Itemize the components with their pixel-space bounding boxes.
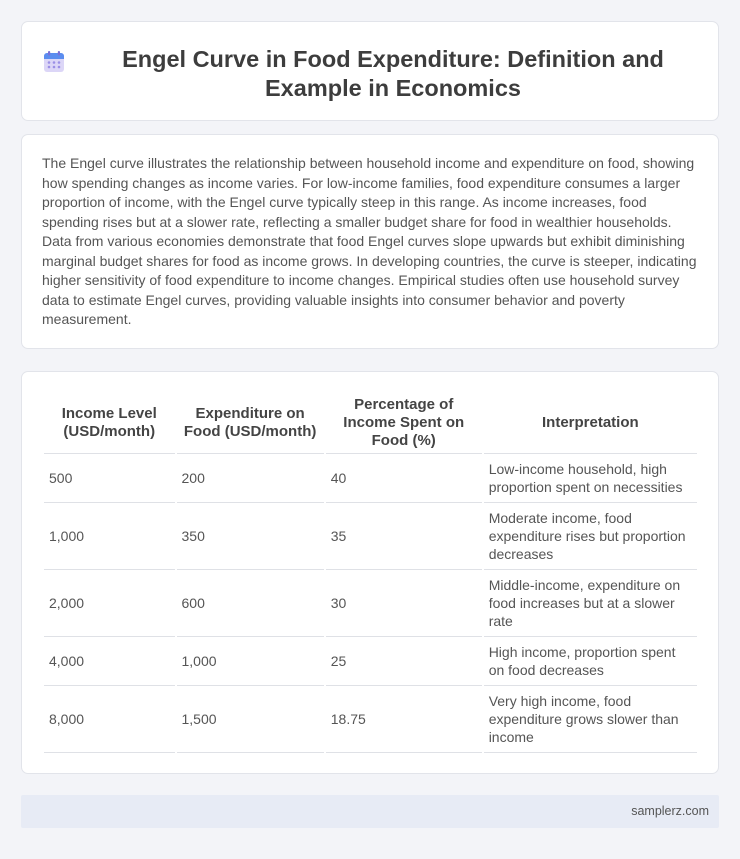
table-row xyxy=(44,637,697,686)
table-row xyxy=(44,503,697,570)
cell-percentage: 30 xyxy=(326,570,482,637)
cell-percentage: 40 xyxy=(326,454,482,503)
page-title: Engel Curve in Food Expenditure: Definition and Example in Economics xyxy=(122,46,664,101)
cell-expenditure: 1,000 xyxy=(177,637,324,686)
cell-interpretation: Low-income household, high proportion spent on necessities xyxy=(484,454,697,503)
cell-interpretation: High income, proportion spent on food decreases xyxy=(484,637,697,686)
table-row xyxy=(44,686,697,753)
cell-expenditure: 200 xyxy=(177,454,324,503)
table-card xyxy=(21,371,719,774)
table-header-row xyxy=(44,392,697,454)
cell-expenditure: 1,500 xyxy=(177,686,324,753)
description-card xyxy=(21,134,719,349)
footer-source: samplerz.com xyxy=(631,804,709,818)
header-percentage: Percentage of Income Spent on Food (%) xyxy=(326,392,482,454)
cell-expenditure: 600 xyxy=(177,570,324,637)
cell-income: 8,000 xyxy=(44,686,175,753)
cell-percentage: 35 xyxy=(326,503,482,570)
cell-expenditure: 350 xyxy=(177,503,324,570)
table-row xyxy=(44,570,697,637)
cell-income: 1,000 xyxy=(44,503,175,570)
header-food-expenditure: Expenditure on Food (USD/month) xyxy=(177,392,324,454)
calendar-icon xyxy=(42,50,66,74)
table-row xyxy=(44,454,697,503)
cell-income: 4,000 xyxy=(44,637,175,686)
cell-percentage: 25 xyxy=(326,637,482,686)
cell-interpretation: Middle-income, expenditure on food increases but at a slower rate xyxy=(484,570,697,637)
cell-income: 2,000 xyxy=(44,570,175,637)
cell-percentage: 18.75 xyxy=(326,686,482,753)
cell-income: 500 xyxy=(44,454,175,503)
cell-interpretation: Moderate income, food expenditure rises but proportion decreases xyxy=(484,503,697,570)
title-card xyxy=(21,21,719,121)
header-interpretation: Interpretation xyxy=(484,392,697,454)
cell-interpretation: Very high income, food expenditure grows slower than income xyxy=(484,686,697,753)
footer-bar xyxy=(21,795,719,828)
header-income-level: Income Level (USD/month) xyxy=(44,392,175,454)
engel-data-table xyxy=(42,392,699,753)
description-text: The Engel curve illustrates the relationship between household income and expenditure on food, showing how spending changes as income varies. For low-income families, food expenditure consumes a larger proportion of income, with the Engel curve typically steep in this range. As income increases, food spending rises but at a slower rate, reflecting a smaller budget share for food in wealthier households. Data from various economies demonstrate that food Engel curves slope upwards but exhibit diminishing marginal budget shares for food as income grows. In developing countries, the curve is steeper, indicating higher sensitivity of food expenditure to income changes. Empirical studies often use household survey data to estimate Engel curves, providing valuable insights into consumer behavior and poverty measurement. xyxy=(42,155,697,327)
